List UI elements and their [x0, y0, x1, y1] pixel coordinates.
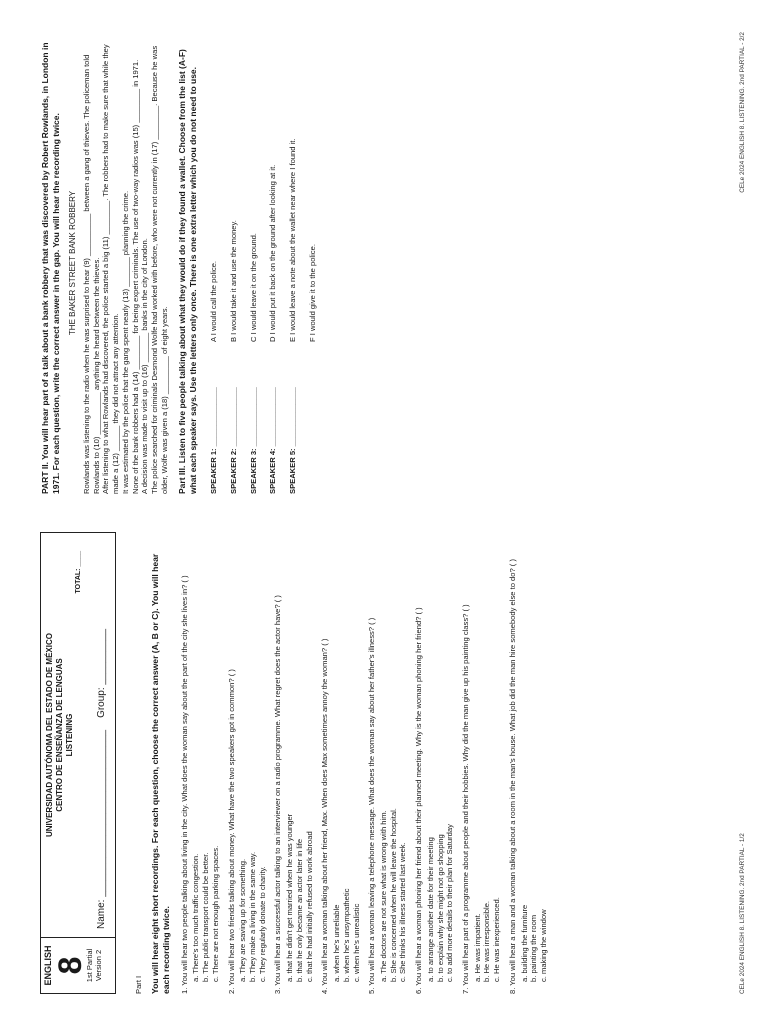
speaker-5-field[interactable]: SPEAKER 5: ______________	[288, 387, 298, 494]
question-5-options	[379, 532, 408, 982]
footer-right: CELe 2024 ENGLISH 8. LISTENING. 2nd PARTIAL - 2/2	[739, 32, 746, 193]
question-3-options	[285, 532, 314, 982]
question-8: 8. You will hear a man and a woman talking about a room in the man's house. What job did the man hire somebody else to do? ( )	[507, 559, 517, 994]
speaker-3-field[interactable]: SPEAKER 3: ______________	[248, 387, 258, 494]
paragraph: After listening to what Rowlands had discovered, the police started a big (11) ________. The robbers had to make sure that while they made a (12) ______ they did not attract any attention.	[101, 44, 121, 494]
part1-instructions: You will hear eight short recordings. For each question, choose the correct answer (A, B or C). You will hear each recording twice.	[149, 553, 171, 994]
wallet-option: E I would leave a note about the wallet near where I found it.	[288, 138, 298, 342]
total-field[interactable]: TOTAL: ____	[75, 551, 82, 594]
speaker-1-field[interactable]: SPEAKER 1: ______________	[209, 387, 219, 494]
answer-option[interactable]: c. They regularly donate to charity.	[257, 866, 267, 982]
question-1: 1. You will hear two people talking about living in the city. What does the woman say about the part of the city she lives in? ( )	[179, 575, 189, 994]
wallet-option: D I would put it back on the ground after looking at it.	[268, 164, 278, 342]
wallet-option: B I would take it and use the money.	[228, 220, 238, 342]
university-name: UNIVERSIDAD AUTÓNOMA DEL ESTADO DE MÉXICO	[45, 633, 54, 838]
page-left	[40, 532, 549, 994]
name-field[interactable]: Name: ______________________________	[96, 729, 108, 929]
paragraph: The police searched for criminals Desmond Wolfe had worked with before, who were not currently in (17) ________. Because he was older, Wolfe was given a (18) _________ of eight years.	[150, 45, 169, 494]
answer-option[interactable]: c. There are not enough parking spaces.	[210, 845, 220, 982]
paragraph: None of the bank robbers had a (14) ________ for being expert criminals. The use of two-way radios was (15) ________ in 1971.	[130, 59, 140, 494]
question-list	[180, 532, 549, 994]
answer-option[interactable]: b. She is concerned when he will leave the hospital.	[388, 808, 398, 982]
page-right	[40, 32, 318, 494]
english-label: ENGLISH	[43, 945, 53, 986]
partial-label: 1st Partial	[84, 948, 94, 983]
answer-option[interactable]: a. building the furniture	[519, 904, 529, 982]
answer-option[interactable]: c. when he's unrealistic	[351, 903, 361, 982]
answer-option[interactable]: b. The public transport could be better.	[201, 852, 211, 982]
question-6-options	[426, 532, 455, 982]
question-2-options	[238, 532, 267, 982]
answer-option[interactable]: c. making the window	[539, 909, 548, 982]
center-name: CENTRO DE ENSEÑANZA DE LENGUAS	[55, 658, 64, 812]
part2-title: THE BAKER STREET BANK ROBBERY	[67, 190, 77, 336]
answer-option[interactable]: b. to explain why she might not go shopping	[435, 834, 445, 982]
question-5: 5. You will hear a woman leaving a telephone message. What does the woman say about her father's illness? ( )	[367, 617, 377, 994]
question-6: 6. You will hear a woman phoning her friend about their planned meeting. Why is the woman phoning her friend? ( )	[414, 607, 424, 994]
answer-option[interactable]: a. There's too much traffic congestion.	[191, 853, 201, 982]
answer-option[interactable]: c. that he had initially refused to work abroad	[304, 831, 314, 982]
answer-option[interactable]: a. to arrange another date for their meeting	[425, 837, 435, 982]
answer-option[interactable]: a. The doctors are not sure what is wrong with him.	[378, 810, 388, 982]
question-7: 7. You will hear part of a programme about people and their hobbies. Why did the man give up his painting class? ( )	[460, 604, 470, 994]
wallet-option: A I would call the police.	[209, 260, 219, 342]
level-number: 8	[51, 956, 88, 975]
answer-option[interactable]: c. He was inexperienced.	[492, 897, 502, 982]
answer-option[interactable]: a. They are saving up for something.	[238, 858, 248, 982]
question-1-options	[191, 532, 220, 982]
speaker-2-field[interactable]: SPEAKER 2: ______________	[228, 387, 238, 494]
speaker-grid	[209, 32, 317, 494]
group-field[interactable]: Group: __________	[96, 628, 108, 718]
paragraph: It was estimated by the police that the gang spent nearly (13) _______ planning the crime.	[120, 190, 130, 494]
wallet-option: F I would give it to the police.	[307, 244, 317, 342]
question-7-options	[473, 532, 502, 982]
version-label: Version 2	[94, 949, 104, 982]
wallet-option: C I would leave it on the ground.	[248, 233, 258, 342]
answer-option[interactable]: a. when he's unreliable	[332, 904, 342, 982]
answer-option[interactable]: b. He was irresponsible.	[482, 900, 492, 982]
speaker-4-field[interactable]: SPEAKER 4: ______________	[268, 387, 278, 494]
header-main	[41, 533, 115, 937]
paragraph: Rowlands was listening to the radio when he was surprised to hear (9) __________ between a gang of thieves. The policeman told Rowlands to (10) __________ anything he heard between the thieves.	[81, 54, 101, 494]
question-2: 2. You will hear two friends talking about money. What have the two speakers got in common? ( )	[226, 669, 236, 994]
footer-left: CELe 2024 ENGLISH 8. LISTENING. 2nd PARTIAL - 1/2	[739, 833, 746, 994]
part3-heading: Part III. Listen to five people talking about what they would do if they found a wallet. Choose from the list (A-F) what each speaker says. Use the letters only once. There is one extra letter which you do not need to use.	[177, 49, 199, 494]
question-4-options	[332, 532, 361, 982]
speaker-empty	[308, 342, 318, 494]
question-8-options	[520, 532, 549, 982]
question-3: 3. You will hear a successful actor talking to an interviewer on a radio programme. What regret does the actor have? ( )	[273, 595, 283, 994]
exam-sheet	[16, 12, 752, 1012]
answer-option[interactable]: a. that he didn't get married when he was younger	[285, 813, 295, 982]
answer-option[interactable]: a. He was impatient.	[472, 913, 482, 982]
answer-option[interactable]: c. to add more details to their plan for Saturday	[445, 824, 455, 982]
part2-text	[82, 32, 169, 494]
name-group-row	[96, 541, 109, 929]
paragraph: A decision was made to visit up to (16) _______ banks in the city of London.	[140, 238, 150, 494]
part2-heading: PART II. You will hear part of a talk about a bank robbery that was discovered by Robert Rowlands, in London in 1971. For each question, write the correct answer in the gap. You will hear the recording twice.	[40, 42, 61, 494]
subject-name: LISTENING	[65, 713, 74, 757]
answer-option[interactable]: b. when he's unsympathetic	[341, 888, 351, 982]
part1-label: Part I	[134, 975, 143, 994]
answer-option[interactable]: b. painting the room	[529, 914, 539, 982]
answer-option[interactable]: b. They make a living in the same way.	[248, 851, 258, 982]
question-4: 4. You will hear a woman talking about her friend, Max. When does Max sometimes annoy the woman? ( )	[320, 638, 330, 994]
exam-header	[40, 532, 116, 994]
answer-option[interactable]: c. She thinks his illness started last week.	[398, 842, 408, 982]
answer-option[interactable]: b. that he only became an actor later in life	[294, 838, 304, 982]
level-box	[41, 937, 115, 993]
